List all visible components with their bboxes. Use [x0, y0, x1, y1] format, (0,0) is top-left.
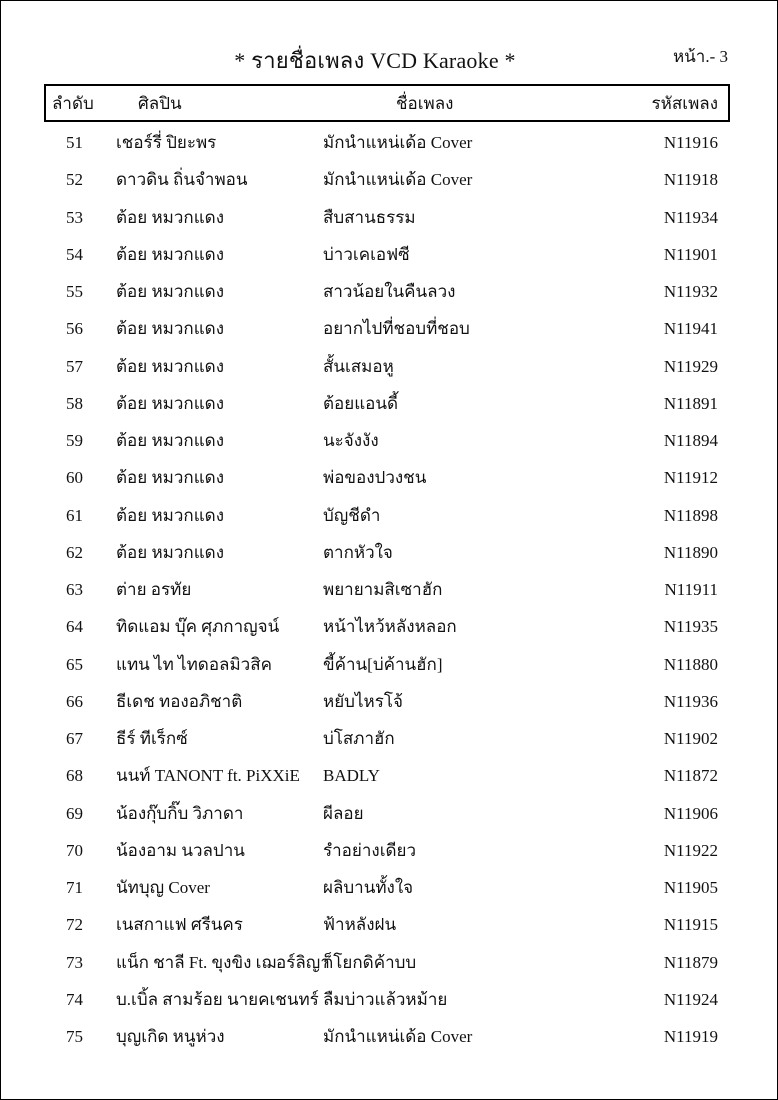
row-artist: ต่าย อรทัย	[116, 580, 192, 599]
row-order: 74	[66, 989, 83, 1009]
row-artist: ต้อย หมวกแดง	[116, 431, 225, 450]
row-order: 52	[66, 170, 83, 190]
row-code: N11879	[663, 952, 718, 972]
row-artist: ทิดแอม บุ๊ค ศุภกาญจน์	[116, 617, 280, 637]
row-code: N11918	[663, 170, 718, 190]
row-order: 61	[66, 505, 83, 525]
row-song: ผลิบานทั้งใจ	[323, 878, 414, 897]
table-row	[0, 832, 778, 869]
row-order: 54	[66, 244, 83, 264]
row-song: ฟ้าหลังฝน	[323, 915, 397, 935]
row-code: N11929	[663, 356, 718, 376]
row-code: N11916	[663, 133, 718, 152]
row-order: 73	[66, 952, 83, 972]
row-order: 55	[66, 282, 83, 301]
row-artist: ต้อย หมวกแดง	[116, 244, 225, 264]
row-order: 75	[66, 1027, 83, 1046]
table-row	[0, 199, 778, 236]
row-code: N11919	[663, 1027, 718, 1046]
table-row	[0, 385, 778, 422]
row-order: 69	[66, 803, 83, 823]
row-code: N11922	[663, 840, 718, 860]
row-order: 51	[66, 133, 83, 152]
row-song: บ่โสภาฮัก	[323, 729, 395, 748]
row-artist: ต้อย หมวกแดง	[116, 319, 225, 339]
row-artist: เนสกาแฟ ศรีนคร	[116, 915, 243, 935]
row-code: N11905	[663, 878, 718, 897]
row-artist: นัทบุญ Cover	[116, 878, 210, 897]
row-song: หยับไหรโจ้	[323, 691, 403, 711]
row-code: N11880	[663, 654, 718, 674]
table-row	[0, 608, 778, 645]
page-number: หน้า.- 3	[672, 47, 728, 66]
row-code: N11901	[663, 244, 718, 264]
table-row	[0, 683, 778, 720]
row-order: 68	[66, 766, 83, 786]
row-code: N11872	[663, 766, 718, 786]
row-song: นะจังงัง	[323, 431, 379, 450]
table-row	[0, 1018, 778, 1055]
row-song: สาวน้อยในคืนลวง	[323, 282, 456, 301]
row-code: N11934	[663, 207, 718, 227]
row-song: ขี้ค้าน[บ่ค้านฮัก]	[323, 654, 443, 674]
row-code: N11941	[663, 319, 718, 339]
row-code: N11911	[664, 580, 718, 599]
row-order: 58	[66, 393, 83, 413]
row-code: N11898	[663, 505, 718, 525]
row-order: 60	[66, 468, 83, 488]
table-row	[0, 273, 778, 310]
table-row	[0, 757, 778, 794]
row-artist: ต้อย หมวกแดง	[116, 468, 225, 488]
row-artist: บ.เบิ้ล สามร้อย นายคเชนทร์	[116, 989, 319, 1009]
row-code: N11891	[663, 393, 718, 413]
row-artist: ต้อย หมวกแดง	[116, 207, 225, 227]
table-row	[0, 981, 778, 1018]
row-song: สืบสานธรรม	[323, 207, 416, 227]
row-code: N11935	[663, 617, 718, 637]
row-order: 71	[66, 878, 83, 897]
table-row	[0, 161, 778, 198]
table-row	[0, 534, 778, 571]
header-order: ลำดับ	[52, 94, 94, 113]
row-artist: ต้อย หมวกแดง	[116, 356, 225, 376]
row-artist: เชอร์รี่ ปิยะพร	[116, 133, 217, 152]
row-order: 72	[66, 915, 83, 935]
table-row	[0, 497, 778, 534]
row-song: ลืมบ่าวแล้วหม้าย	[323, 989, 448, 1009]
table-row	[0, 310, 778, 347]
row-artist: แน็ก ชาลี Ft. ขุงขิง เฌอร์ลิญา	[116, 952, 330, 972]
row-artist: นนท์ TANONT ft. PiXXiE	[116, 766, 300, 786]
table-row	[0, 795, 778, 832]
document-title: * รายชื่อเพลง VCD Karaoke *	[234, 48, 516, 73]
row-order: 53	[66, 207, 83, 227]
row-code: N11932	[663, 282, 718, 301]
table-row	[0, 720, 778, 757]
row-song: สั้นเสมอหู	[323, 356, 394, 376]
table-row	[0, 124, 778, 161]
row-song: รำอย่างเดียว	[323, 840, 417, 860]
row-order: 65	[66, 654, 83, 674]
row-code: N11924	[663, 989, 718, 1009]
row-song: ก็โยกดิค้าบบ	[323, 952, 417, 972]
row-order: 64	[66, 617, 83, 637]
row-artist: แทน ไท ไทดอลมิวสิค	[116, 654, 272, 674]
row-code: N11894	[663, 431, 718, 450]
row-song: หน้าไหว้หลังหลอก	[323, 617, 457, 637]
row-order: 59	[66, 431, 83, 450]
table-row	[0, 236, 778, 273]
row-artist: น้องกุ๊บกิ๊บ วิภาดา	[116, 803, 244, 823]
row-artist: ต้อย หมวกแดง	[116, 393, 225, 413]
table-row	[0, 646, 778, 683]
row-order: 70	[66, 840, 83, 860]
row-song: บ่าวเคเอฟซี	[323, 244, 410, 264]
row-song: มักนำแหน่เด้อ Cover	[323, 1027, 473, 1046]
row-code: N11902	[663, 729, 718, 748]
row-song: บัญชีดำ	[323, 505, 381, 525]
row-song: ตากหัวใจ	[323, 542, 393, 562]
table-row	[0, 422, 778, 459]
row-song: พยายามสิเซาฮัก	[323, 580, 443, 599]
row-artist: ต้อย หมวกแดง	[116, 505, 225, 525]
row-code: N11936	[663, 691, 718, 711]
row-order: 67	[66, 729, 83, 748]
row-artist: ธีเดช ทองอภิชาติ	[116, 691, 243, 711]
row-song: BADLY	[323, 766, 380, 786]
table-row	[0, 944, 778, 981]
row-code: N11890	[663, 542, 718, 562]
row-song: ผีลอย	[323, 803, 364, 823]
row-order: 63	[66, 580, 83, 599]
header-artist: ศิลปิน	[138, 94, 182, 113]
table-row	[0, 906, 778, 943]
song-list	[0, 124, 778, 1055]
row-song: อยากไปที่ชอบที่ชอบ	[323, 319, 470, 339]
row-code: N11915	[663, 915, 718, 935]
row-artist: ต้อย หมวกแดง	[116, 542, 225, 562]
row-artist: น้องอาม นวลปาน	[116, 840, 245, 860]
row-code: N11906	[663, 803, 718, 823]
header-code: รหัสเพลง	[651, 94, 718, 113]
table-row	[0, 459, 778, 496]
row-artist: ดาวดิน ถิ่นจำพอน	[116, 170, 248, 190]
header-song: ชื่อเพลง	[396, 94, 454, 113]
row-artist: บุญเกิด หนูห่วง	[116, 1027, 225, 1046]
table-header	[44, 84, 730, 122]
row-code: N11912	[663, 468, 718, 488]
row-order: 62	[66, 542, 83, 562]
row-song: มักนำแหน่เด้อ Cover	[323, 170, 473, 190]
row-order: 56	[66, 319, 83, 339]
table-row	[0, 348, 778, 385]
row-song: มักนำแหน่เด้อ Cover	[323, 133, 473, 152]
row-order: 57	[66, 356, 83, 376]
table-row	[0, 869, 778, 906]
row-song: ต้อยแอนดี้	[323, 393, 399, 413]
row-artist: ต้อย หมวกแดง	[116, 282, 225, 301]
row-artist: ธีร์ ทีเร็กซ์	[116, 729, 188, 748]
table-row	[0, 571, 778, 608]
row-song: พ่อของปวงชน	[323, 468, 427, 488]
row-order: 66	[66, 691, 83, 711]
